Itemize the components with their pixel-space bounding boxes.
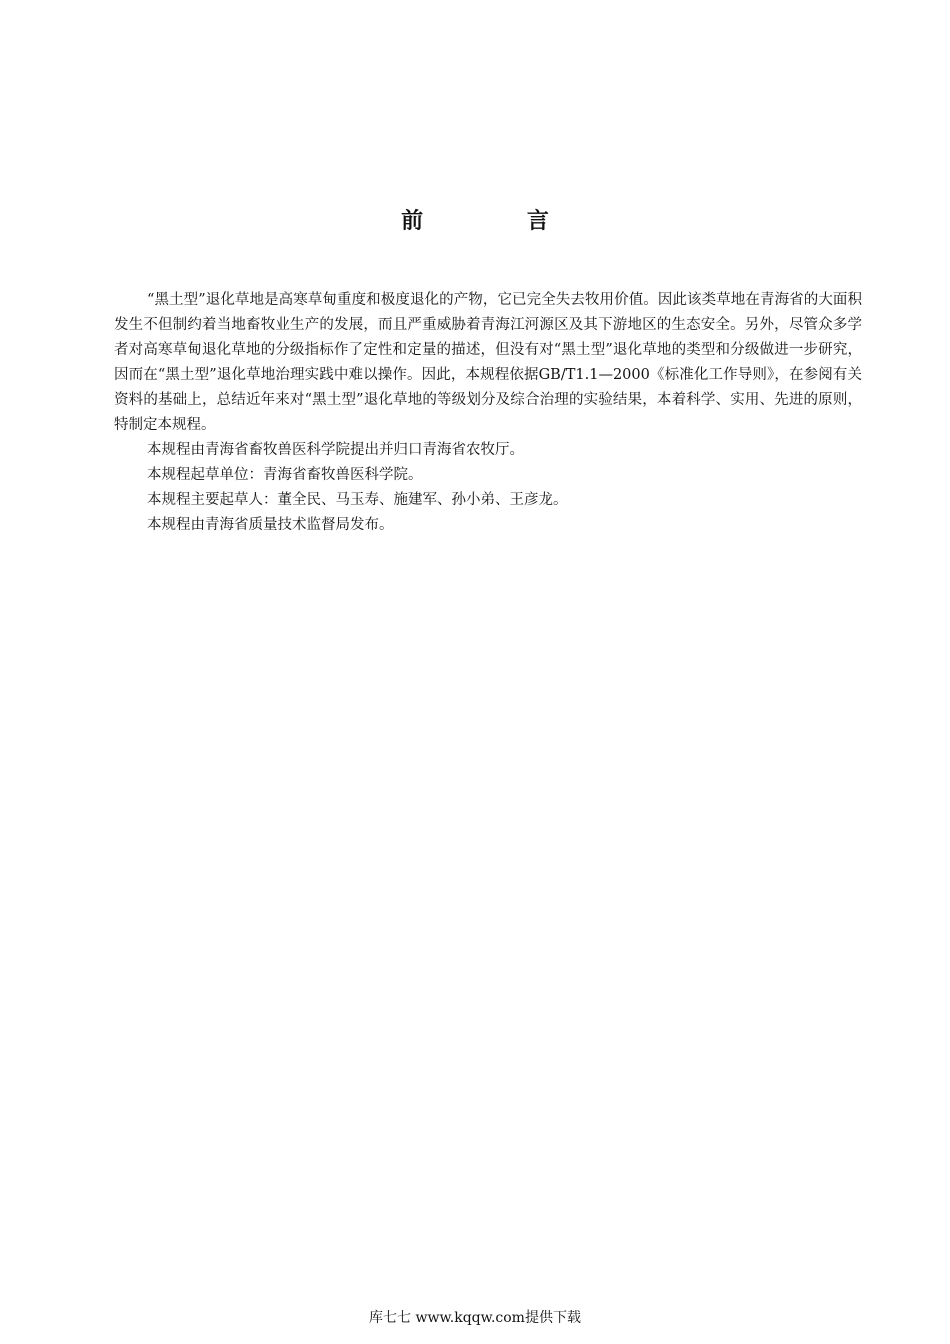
paragraph-drafting-unit: 本规程起草单位：青海省畜牧兽医科学院。 — [147, 467, 423, 483]
paragraph-proposer: 本规程由青海省畜牧兽医科学院提出并归口青海省农牧厅。 — [147, 442, 524, 458]
paragraph-intro: “黑土型”退化草地是高寒草甸重度和极度退化的产物，它已完全失去牧用价值。因此该类草地在青海省的大面积发生不但制约着当地畜牧业生产的发展，而且严重威胁着青海江河源区及其下游地区的生态安全。另外，尽管众多学者对高寒草甸退化草地的分级指标作了定性和定量的描述，但没有对“黑土型”退化草地的类型和分级做进一步研究，因而在“黑土型”退化草地治理实践中难以操作。因此，本规程依据GB/T1.1—2000《标准化工作导则》，在参阅有关资料的基础上，总结近年来对“黑土型”退化草地的等级划分及综合治理的实验结果，本着科学、实用、先进的原则，特制定本规程。 — [114, 292, 862, 433]
footer-watermark-text: 库七七 www.kqqw.com提供下载 — [369, 1310, 581, 1326]
document-body — [114, 288, 862, 538]
page-title: 前 言 — [401, 209, 597, 234]
paragraph-publisher: 本规程由青海省质量技术监督局发布。 — [147, 517, 394, 533]
paragraph-drafters: 本规程主要起草人：董全民、马玉寿、施建军、孙小弟、王彦龙。 — [147, 492, 568, 508]
